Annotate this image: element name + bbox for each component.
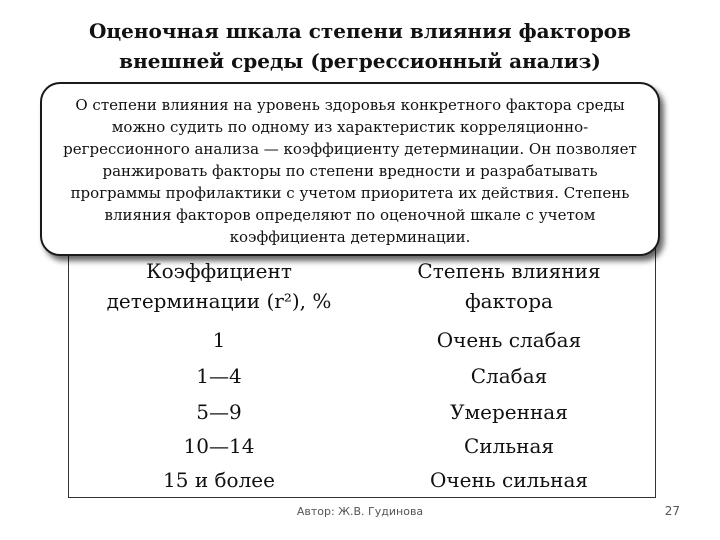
table-row xyxy=(69,394,657,430)
coefficient-cell: 15 и более xyxy=(163,468,275,492)
coefficient-cell: 1 xyxy=(212,328,226,352)
column-header-degree-line-1: Степень влияния xyxy=(417,259,601,283)
degree-cell: Очень сильная xyxy=(429,468,589,492)
column-header-coefficient xyxy=(69,256,369,316)
table-row xyxy=(69,358,657,394)
table-row xyxy=(69,462,657,498)
coefficient-cell: 1—4 xyxy=(196,364,242,388)
table-row xyxy=(69,428,657,464)
degree-cell: Слабая xyxy=(470,364,548,388)
callout-box xyxy=(40,82,660,256)
table-row xyxy=(69,322,657,358)
slide-title-line-1: Оценочная шкала степени влияния факторов xyxy=(88,19,632,43)
column-header-degree-line-2: фактора xyxy=(465,289,553,313)
rating-scale-table xyxy=(68,240,656,498)
slide-title-line-2: внешней среды (регрессионный анализ) xyxy=(119,49,601,73)
degree-cell: Очень слабая xyxy=(436,328,582,352)
degree-cell: Сильная xyxy=(463,434,555,458)
column-header-coefficient-line-2: детерминации (r²), % xyxy=(106,289,332,313)
slide-title xyxy=(0,16,720,76)
callout-text: О степени влияния на уровень здоровья конкретного фактора среды можно судить по одному из характеристик корреляционно-регрессионного анализа — коэффициенту детерминации. Он позволяет ранжировать факторы по степени вредности и разрабатывать программы профилактики с учетом приоритета их действия. Степень влияния факторов определяют по оценочной шкале с учетом коэффициента детерминации. xyxy=(63,96,637,246)
coefficient-cell: 10—14 xyxy=(183,434,255,458)
footer-author: Автор: Ж.В. Гудинова xyxy=(296,505,424,518)
degree-cell: Умеренная xyxy=(450,400,568,424)
column-header-degree xyxy=(359,256,659,316)
column-header-coefficient-line-1: Коэффициент xyxy=(146,259,292,283)
coefficient-cell: 5—9 xyxy=(196,400,242,424)
page-number: 27 xyxy=(664,504,680,518)
